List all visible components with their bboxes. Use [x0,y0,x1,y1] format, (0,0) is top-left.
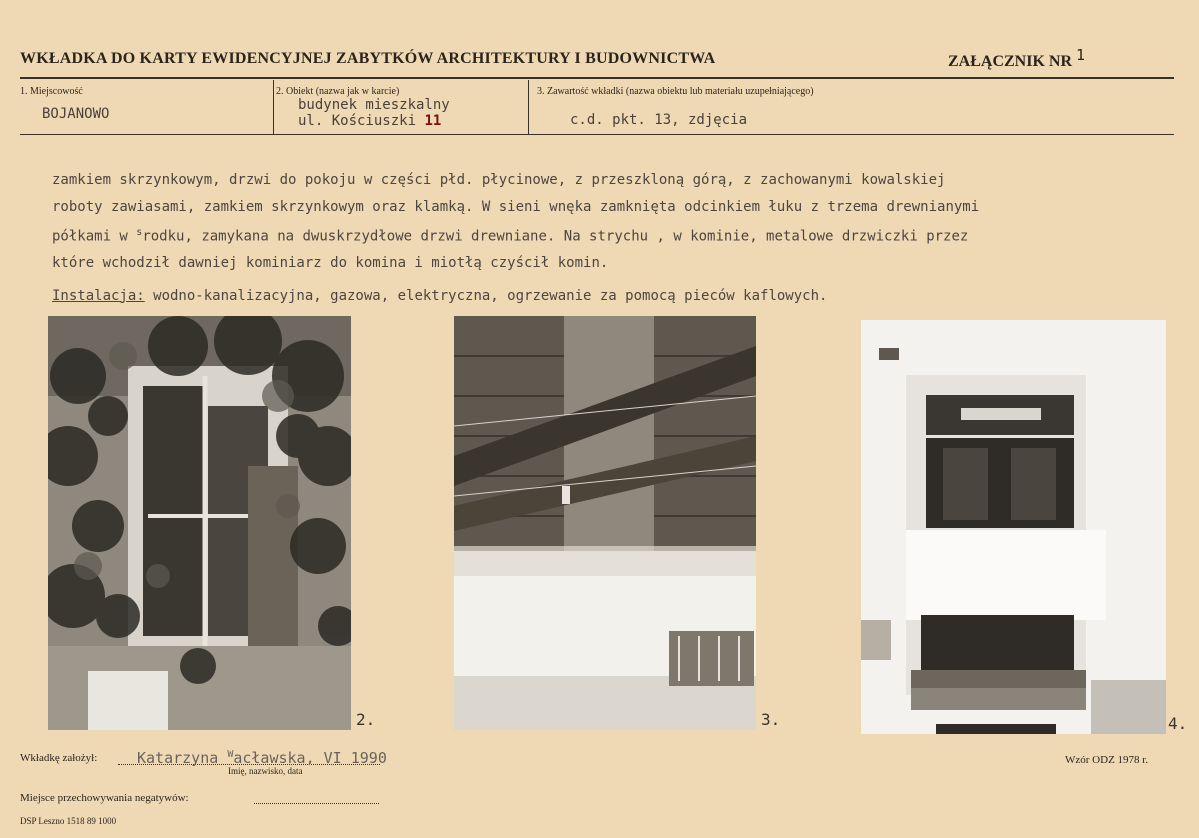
object-label: 2. Obiekt (nazwa jak w karcie) [276,86,400,97]
storage-line [254,803,379,804]
attic-image [454,316,756,730]
photo-number: 3. [761,710,781,729]
description-line: roboty zawiasami, zamkiem skrzynkowym oraz klamką. W sieni wnęka zamknięta odcinkiem łuku z trzema drewnianymi [52,198,980,215]
storage-label: Miejsce przechowywania negatywów: [20,792,189,804]
description-text [52,167,1162,309]
field-divider-1 [273,80,274,134]
created-by-superscript: W [227,749,234,760]
door-image [861,320,1166,734]
photo-attic-chimney [454,316,756,730]
object-street: ul. Kościuszki [298,113,417,129]
description-fragment: rodku, zamykana na dwuskrzydłowe drzwi drewniane. Na strychu , w kominie, metalowe drzwiczki przez [142,228,969,245]
photo-number: 2. [356,710,376,729]
attachment-label: ZAŁĄCZNIK [948,53,1045,70]
printer-info: DSP Leszno 1518 89 1000 [20,816,117,826]
description-line: które wchodził dawniej kominiarz do komina i miotłą czyścił komin. [52,255,609,272]
photo-window-ivy [48,316,351,730]
description-line: zamkiem skrzynkowym, drzwi do pokoju w części płd. płycinowe, z przeszkloną górą, z zachowanymi kowalskiej [52,172,946,188]
top-rule [20,77,1174,79]
description-line [52,220,1162,250]
fields-bottom-rule [20,134,1174,135]
object-line-1: budynek mieszkalny [298,97,450,113]
place-label: 1. Miejscowość [20,86,83,97]
form-label: Wzór ODZ 1978 r. [1065,754,1149,766]
nr-value: 1 [1076,46,1086,64]
description-fragment: półkami w [52,228,137,245]
place-value: BOJANOWO [42,106,110,122]
attachment-heading [948,46,1086,71]
nr-label: NR [1048,53,1073,70]
installation-text: wodno-kanalizacyjna, gazowa, elektryczna, ogrzewanie za pomocą pieców kaflowych. [144,287,828,304]
object-number: 11 [424,113,442,129]
created-by-value [137,749,387,767]
photo-number: 4. [1168,714,1188,733]
created-by-caption: Imię, nazwisko, data [228,766,303,776]
description-superscript: s [136,227,143,238]
object-line-2 [298,113,441,129]
photo-double-door [861,320,1166,734]
content-value: c.d. pkt. 13, zdjęcia [570,112,748,128]
content-label: 3. Zawartość wkładki (nazwa obiektu lub materiału uzupełniającego) [537,86,814,97]
created-by-label: Wkładkę założył: [20,752,98,764]
field-divider-2 [528,80,529,134]
installation-label: Instalacja: [52,287,145,304]
created-by-fragment: Katarzyna [137,749,228,767]
form-title: WKŁADKA DO KARTY EWIDENCYJNEJ ZABYTKÓW ARCHITEKTURY I BUDOWNICTWA [20,50,716,67]
created-by-fragment: acławska, VI 1990 [233,749,387,767]
installation-line [52,283,1162,310]
window-ivy-image [48,316,351,730]
